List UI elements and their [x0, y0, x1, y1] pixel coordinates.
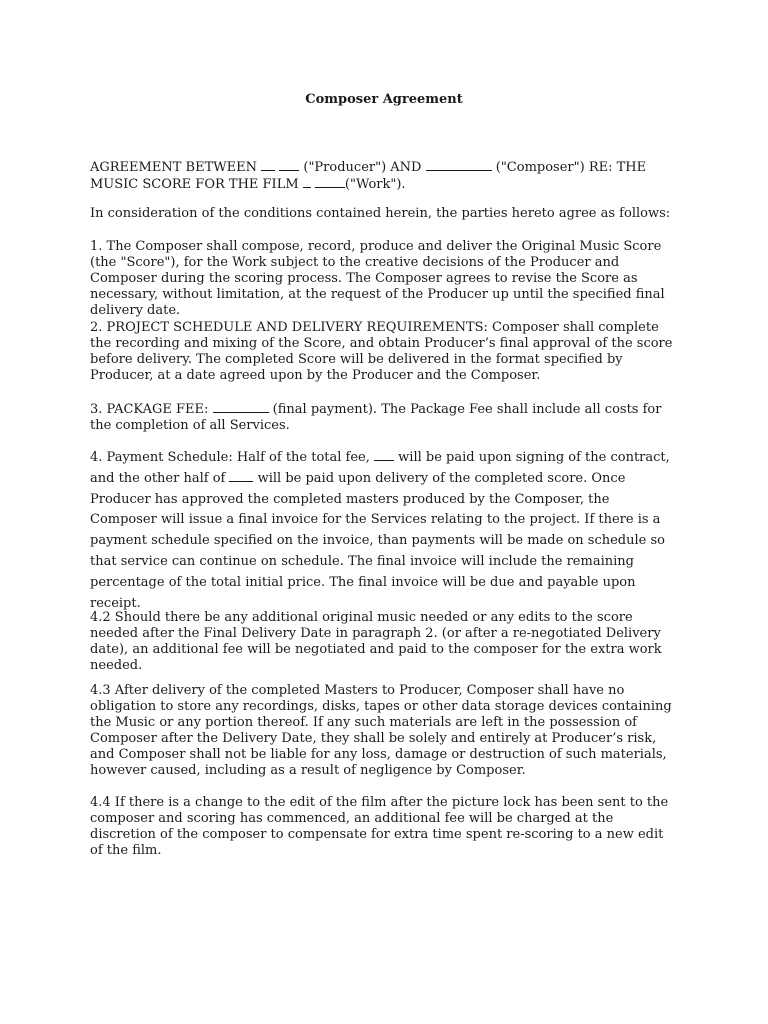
clause-3-text-2: (final payment). The Package Fee shall include all costs for the completion of all Services.	[90, 402, 662, 433]
producer-blank-1	[261, 159, 275, 171]
clause-4-text-2: will be paid upon signing of the contract, and the other half of	[90, 450, 670, 486]
document-title: Composer Agreement	[305, 92, 463, 107]
intro-text-4: ("Work").	[344, 177, 406, 192]
first-half-fee-blank	[374, 449, 394, 461]
composer-blank	[426, 159, 492, 171]
second-half-fee-blank	[229, 470, 253, 482]
intro-text-1: AGREEMENT BETWEEN	[90, 160, 257, 175]
clause-1: 1. The Composer shall compose, record, produce and deliver the Original Music Score (the "Score"), for the Work subject to the creative decisions of the Producer and Composer during the scoring process. The Composer agrees to revise the Score as necessary, without limitation, at the request of the Producer up until the specified final delivery date.	[90, 239, 665, 318]
clause-4-text-3: will be paid upon delivery of the completed score. Once Producer has approved the completed masters produced by the Composer, the Composer will issue a final invoice for the Services relating to the project. If there is a payment schedule specified on the invoice, than payments will be made on schedule so that service can continue on schedule. The final invoice will include the remaining percentage of the total initial price. The final invoice will be due and payable upon receipt.	[90, 470, 665, 611]
clause-4	[90, 448, 680, 614]
clause-3-text-1: 3. PACKAGE FEE:	[90, 402, 209, 417]
producer-blank-2	[279, 159, 299, 171]
clause-3	[90, 401, 680, 434]
clause-4-3: 4.3 After delivery of the completed Masters to Producer, Composer shall have no obligation to store any recordings, disks, tapes or other data storage devices containing the Music or any portion thereof. If any such materials are left in the possession of Composer after the Delivery Date, they shall be solely and entirely at Producer’s risk, and Composer shall not be liable for any loss, damage or destruction of such materials, however caused, including as a result of negligence by Composer.	[90, 683, 672, 778]
clause-4-2: 4.2 Should there be any additional original music needed or any edits to the score needed after the Final Delivery Date in paragraph 2. (or after a re-negotiated Delivery date), an additional fee will be negotiated and paid to the composer for the extra work needed.	[90, 610, 662, 673]
work-blank-1	[303, 176, 311, 188]
work-blank-2	[315, 176, 345, 188]
clause-2: 2. PROJECT SCHEDULE AND DELIVERY REQUIREMENTS: Composer shall complete the recording and mixing of the Score, and obtain Producer’s final approval of the score before delivery. The completed Score will be delivered in the format specified by Producer, at a date agreed upon by the Producer and the Composer.	[90, 320, 673, 383]
package-fee-blank	[213, 401, 269, 413]
intro-text-2: ("Producer") AND	[303, 160, 422, 175]
intro-paragraph	[90, 159, 680, 193]
clause-4-text-1: 4. Payment Schedule: Half of the total fee,	[90, 450, 370, 465]
consideration-paragraph: In consideration of the conditions contained herein, the parties hereto agree as follows:	[90, 206, 671, 221]
clause-4-4: 4.4 If there is a change to the edit of the film after the picture lock has been sent to the composer and scoring has commenced, an additional fee will be charged at the discretion of the composer to compensate for extra time spent re-scoring to a new edit of the film.	[90, 795, 669, 858]
intro-text-3: ("Composer") RE: THE MUSIC SCORE FOR THE FILM	[90, 160, 647, 192]
